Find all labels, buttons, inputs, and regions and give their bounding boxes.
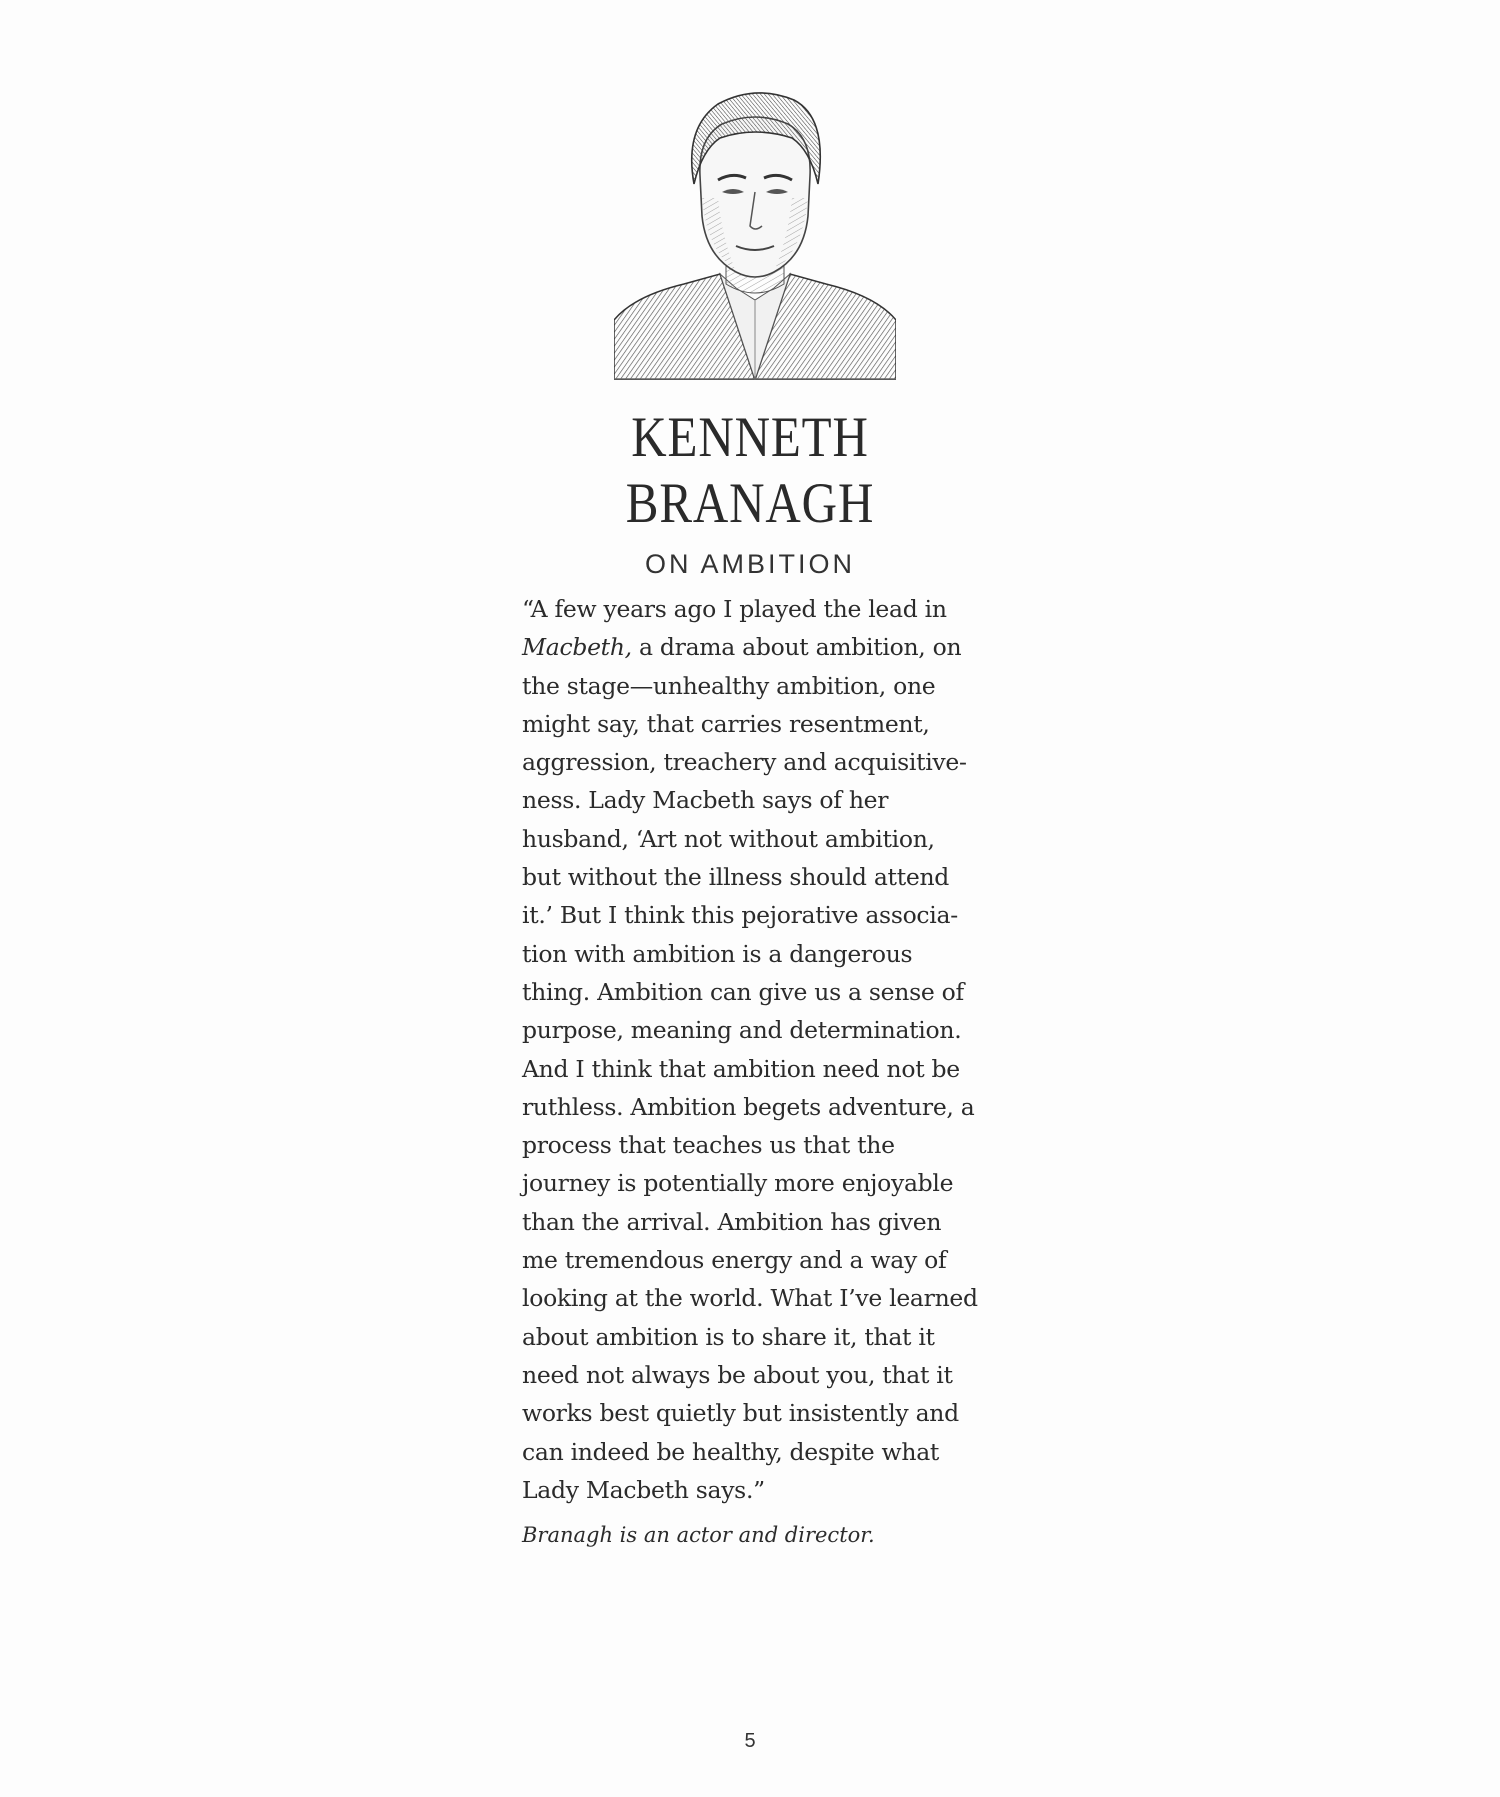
body-line: aggression, treachery and acquisitive-: [522, 748, 967, 777]
body-line: but without the illness should attend: [522, 863, 950, 892]
author-last-name: BRANAGH: [625, 472, 875, 535]
article-heading: [0, 405, 1500, 580]
body-line: need not always be about you, that it: [522, 1360, 953, 1389]
body-line-text: a drama about ambition, on: [631, 633, 962, 662]
body-line: looking at the world. What I’ve learned: [522, 1284, 978, 1313]
engraved-portrait-icon: [614, 88, 896, 380]
body-line: purpose, meaning and determination.: [522, 1016, 962, 1045]
body-line: tion with ambition is a dangerous: [522, 939, 913, 968]
body-line: it.’ But I think this pejorative associa-: [522, 901, 958, 930]
play-title: Macbeth,: [522, 633, 632, 662]
body-line: ness. Lady Macbeth says of her: [522, 786, 889, 815]
body-line: husband, ‘Art not without ambition,: [522, 824, 935, 853]
body-line: than the arrival. Ambition has given: [522, 1207, 942, 1236]
author-credit: Branagh is an actor and director.: [522, 1523, 875, 1547]
body-line: process that teaches us that the: [522, 1131, 895, 1160]
body-line: the stage—unhealthy ambition, one: [522, 671, 936, 700]
body-line: And I think that ambition need not be: [522, 1054, 960, 1083]
body-line: can indeed be healthy, despite what: [522, 1437, 940, 1466]
body-line: Lady Macbeth says.”: [522, 1475, 765, 1504]
author-first-name: KENNETH: [631, 406, 869, 469]
body-line: me tremendous energy and a way of: [522, 1246, 947, 1275]
page-number: 5: [744, 1730, 756, 1752]
article-subtitle: ON AMBITION: [644, 549, 856, 579]
body-line: works best quietly but insistently and: [522, 1399, 959, 1428]
body-line: journey is potentially more enjoyable: [522, 1169, 954, 1198]
article-body: [522, 590, 1008, 1509]
body-line: [522, 628, 1008, 666]
body-line: ruthless. Ambition begets adventure, a: [522, 1092, 975, 1121]
body-line: “A few years ago I played the lead in: [522, 595, 947, 623]
body-line: thing. Ambition can give us a sense of: [522, 977, 964, 1006]
body-line: might say, that carries resentment,: [522, 709, 930, 738]
body-line: about ambition is to share it, that it: [522, 1322, 935, 1351]
